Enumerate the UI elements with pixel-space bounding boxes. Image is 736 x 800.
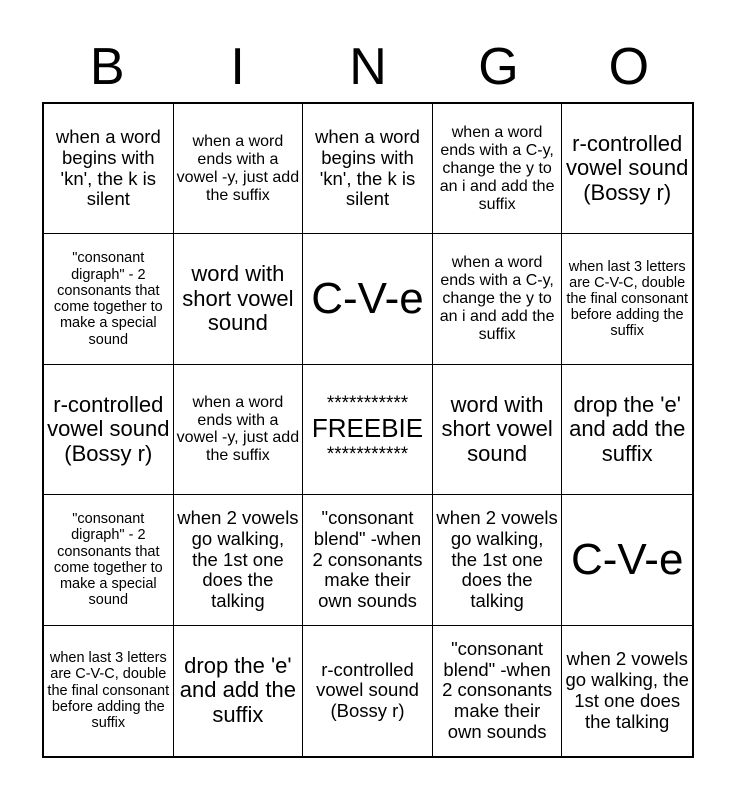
bingo-cell-r3c2[interactable] [174, 365, 304, 495]
bingo-cell-text: when a word ends with a C-y, change the y to an i and add the suffix [439, 123, 555, 213]
bingo-cell-r1c4[interactable] [433, 104, 563, 234]
bingo-header-letter-o: O [608, 38, 650, 96]
bingo-cell-r1c1[interactable] [44, 104, 174, 234]
bingo-header [42, 36, 694, 98]
bingo-cell-r1c3[interactable] [303, 104, 433, 234]
bingo-cell-text: when a word ends with a vowel -y, just add the suffix [176, 132, 300, 204]
bingo-cell-text: word with short vowel sound [441, 391, 553, 466]
bingo-cell-text: C-V-e [311, 274, 424, 323]
bingo-cell-text: when 2 vowels go walking, the 1st one does the talking [436, 507, 558, 611]
bingo-cell-text: when last 3 letters are C-V-C, double the final consonant before adding the suffix [47, 650, 170, 732]
bingo-cell-r2c2[interactable] [174, 234, 304, 364]
bingo-header-letter-b: B [89, 38, 125, 96]
bingo-cell-text: word with short vowel sound [182, 261, 294, 336]
bingo-cell-text: when 2 vowels go walking, the 1st one does the talking [177, 507, 299, 611]
bingo-cell-r5c5[interactable] [562, 626, 692, 756]
bingo-cell-text: when 2 vowels go walking, the 1st one does the talking [565, 648, 689, 732]
freebie-content [306, 394, 429, 464]
bingo-cell-r5c2[interactable] [174, 626, 304, 756]
bingo-cell-r4c5[interactable] [562, 495, 692, 625]
bingo-cell-r4c4[interactable] [433, 495, 563, 625]
bingo-cell-text: when a word begins with 'kn', the k is silent [315, 126, 420, 210]
bingo-cell-r3c4[interactable] [433, 365, 563, 495]
bingo-cell-r5c1[interactable] [44, 626, 174, 756]
bingo-cell-text: r-controlled vowel sound (Bossy r) [566, 130, 689, 205]
bingo-cell-r2c3[interactable] [303, 234, 433, 364]
bingo-header-letter-g: G [478, 38, 519, 96]
bingo-cell-text: drop the 'e' and add the suffix [569, 391, 686, 466]
bingo-cell-r2c4[interactable] [433, 234, 563, 364]
bingo-cell-text: "consonant digraph" - 2 consonants that come together to make a special sound [53, 250, 163, 348]
bingo-cell-text: r-controlled vowel sound (Bossy r) [47, 391, 170, 466]
bingo-cell-text: "consonant digraph" - 2 consonants that come together to make a special sound [53, 511, 163, 609]
bingo-cell-text: "consonant blend" -when 2 consonants make their own sounds [312, 507, 423, 611]
bingo-cell-r2c5[interactable] [562, 234, 692, 364]
bingo-grid [42, 102, 694, 758]
bingo-cell-text: when a word ends with a C-y, change the y to an i and add the suffix [439, 254, 555, 343]
bingo-cell-r4c2[interactable] [174, 495, 304, 625]
freebie-label: FREEBIE [311, 413, 424, 444]
bingo-cell-r4c1[interactable] [44, 495, 174, 625]
bingo-cell-text: "consonant blend" -when 2 consonants make their own sounds [442, 637, 553, 742]
bingo-cell-r3c5[interactable] [562, 365, 692, 495]
bingo-cell-text: when last 3 letters are C-V-C, double the final consonant before adding the suffix [566, 258, 689, 340]
bingo-cell-freebie[interactable] [303, 365, 433, 495]
bingo-cell-r1c2[interactable] [174, 104, 304, 234]
bingo-cell-text: when a word begins with 'kn', the k is silent [55, 126, 161, 210]
bingo-header-letter-i: I [230, 38, 245, 96]
bingo-cell-r4c3[interactable] [303, 495, 433, 625]
bingo-cell-r5c3[interactable] [303, 626, 433, 756]
bingo-cell-text: C-V-e [570, 534, 684, 584]
bingo-cell-text: drop the 'e' and add the suffix [179, 652, 296, 728]
bingo-cell-text: r-controlled vowel sound (Bossy r) [316, 658, 419, 722]
bingo-cell-r2c1[interactable] [44, 234, 174, 364]
bingo-cell-r5c4[interactable] [433, 626, 563, 756]
freebie-stars-top: *********** [326, 393, 409, 415]
bingo-cell-r1c5[interactable] [562, 104, 692, 234]
freebie-stars-bottom: *********** [326, 443, 409, 465]
bingo-cell-r3c1[interactable] [44, 365, 174, 495]
bingo-cell-text: when a word ends with a vowel -y, just add the suffix [176, 393, 300, 465]
bingo-header-letter-n: N [349, 38, 387, 96]
